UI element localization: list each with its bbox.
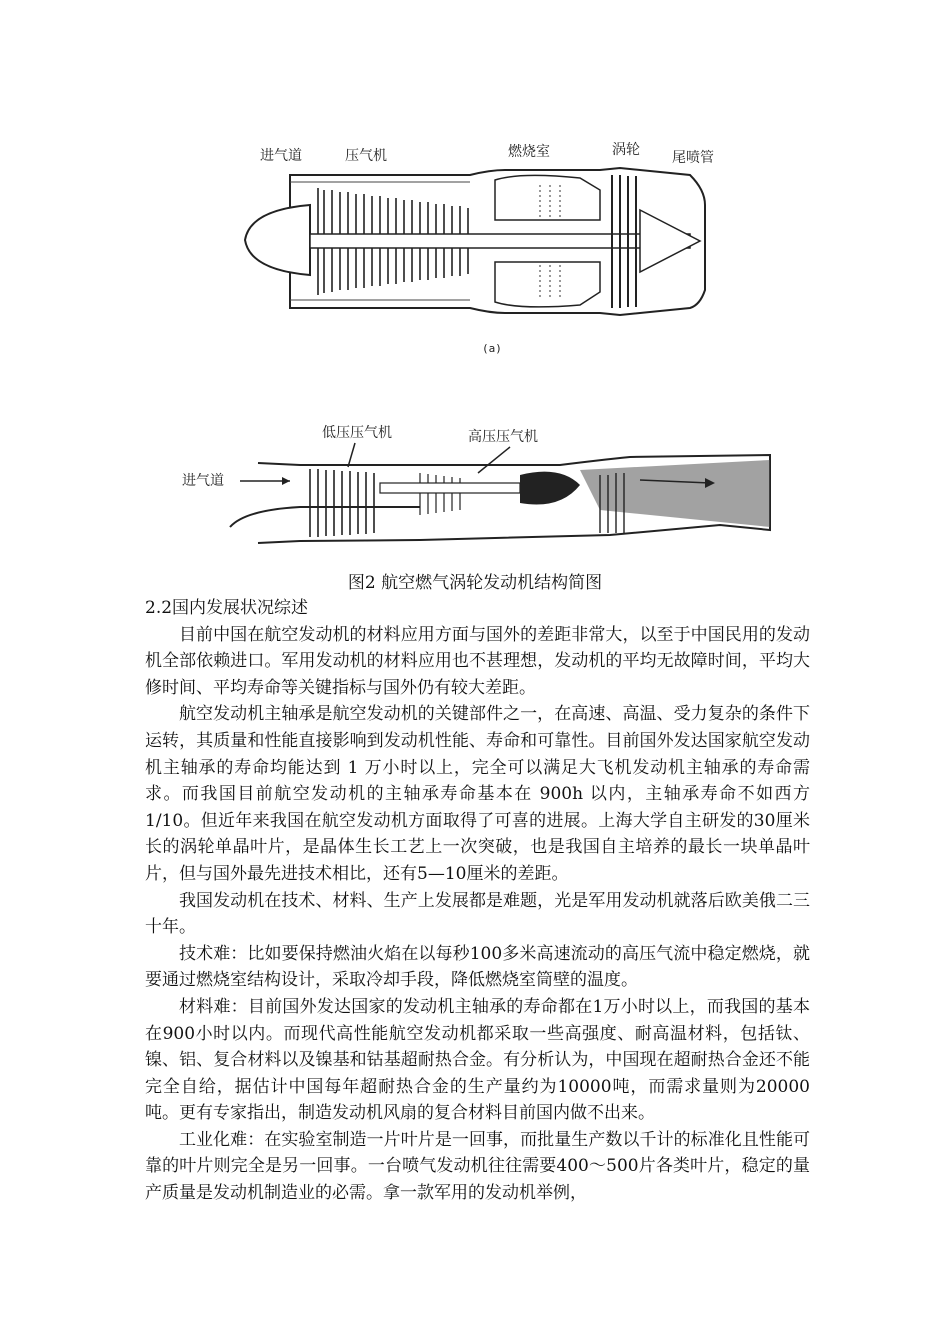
paragraph: 航空发动机主轴承是航空发动机的关键部件之一，在高速、高温、受力复杂的条件下运转，其质量和性能直接影响到发动机性能、寿命和可靠性。目前国外发达国家航空发动机主轴承的寿命均能达到 1 万小时以上，完全可以满足大飞机发动机主轴承的寿命需求。而我国目前航空发动机的主轴承寿命基本在 900h 以内，主轴承寿命不如西方 1/10。但近年来我国在航空发动机方面取得了可喜的进展。上海大学自主研发的30厘米长的涡轮单晶叶片，是晶体生长工艺上一次突破，也是我国自主培养的最长一块单晶叶片，但与国外最先进技术相比，还有5—10厘米的差距。 <box>145 704 810 884</box>
label-combustor: 燃烧室 <box>508 144 550 160</box>
section-heading: 2.2国内发展状况综述 <box>145 598 309 618</box>
body-text <box>145 595 810 1207</box>
label-turbine: 涡轮 <box>612 142 640 158</box>
paragraph: 我国发动机在技术、材料、生产上发展都是难题，光是军用发动机就落后欧美俄二三十年。 <box>145 890 810 938</box>
paragraph: 技术难：比如要保持燃油火焰在以每秒100多米高速流动的高压气流中稳定燃烧，就要通过燃烧室结构设计，采取冷却手段，降低燃烧室筒壁的温度。 <box>145 943 810 991</box>
label-compressor: 压气机 <box>345 148 387 164</box>
turbojet-diagram <box>0 130 950 365</box>
label-inlet-b: 进气道 <box>182 473 224 489</box>
label-lp-compressor: 低压压气机 <box>322 425 392 441</box>
figure-caption: 图2 航空燃气涡轮发动机结构简图 <box>347 573 603 593</box>
label-nozzle: 尾喷管 <box>672 150 714 166</box>
turbofan-diagram <box>0 415 950 555</box>
figure-a-sublabel: (a) <box>482 342 502 355</box>
paragraph: 目前中国在航空发动机的材料应用方面与国外的差距非常大，以至于中国民用的发动机全部依赖进口。军用发动机的材料应用也不甚理想，发动机的平均无故障时间，平均大修时间、平均寿命等关键指标与国外仍有较大差距。 <box>145 624 810 698</box>
figure-b <box>0 415 950 555</box>
paragraph: 工业化难：在实验室制造一片叶片是一回事，而批量生产数以千计的标准化且性能可靠的叶片则完全是另一回事。一台喷气发动机往往需要400～500片各类叶片，稳定的量产质量是发动机制造业的必需。拿一款军用的发动机举例， <box>145 1129 810 1204</box>
label-inlet: 进气道 <box>260 148 302 164</box>
figure-a <box>0 130 950 365</box>
label-hp-compressor: 高压压气机 <box>468 429 538 445</box>
paragraph: 材料难：目前国外发达国家的发动机主轴承的寿命都在1万小时以上，而我国的基本在900小时以内。而现代高性能航空发动机都采取一些高强度、耐高温材料，包括钛、镍、铝、复合材料以及镍基和钴基超耐热合金。有分析认为，中国现在超耐热合金还不能完全自给，据估计中国每年超耐热合金的生产量约为10000吨，而需求量则为20000吨。更有专家指出，制造发动机风扇的复合材料目前国内做不出来。 <box>145 996 810 1124</box>
